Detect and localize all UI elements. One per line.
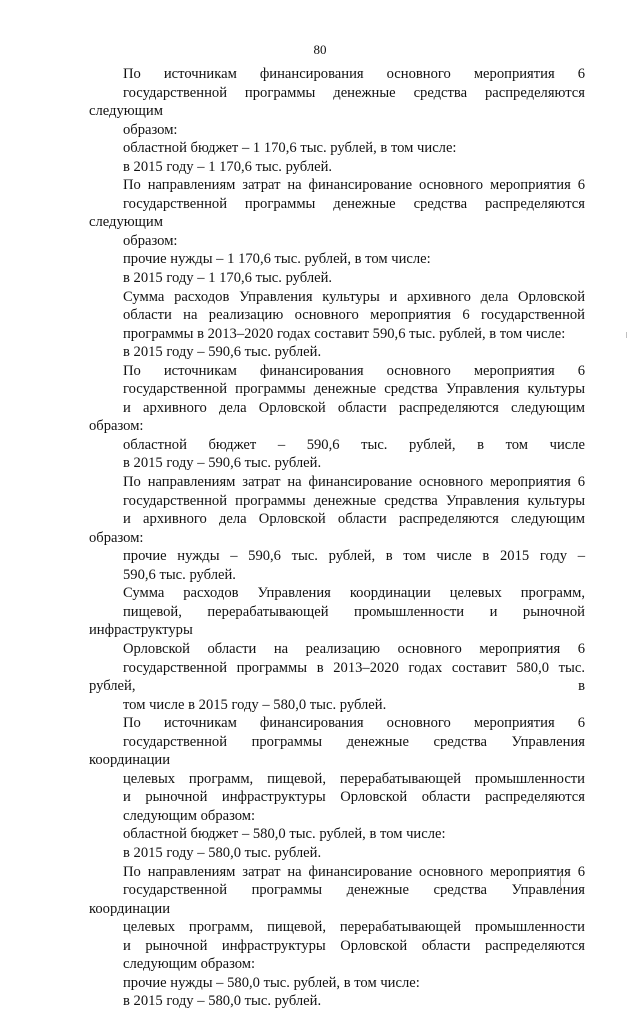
- paragraph: [89, 65, 585, 139]
- paragraph: [89, 974, 585, 993]
- text-line: в 2015 году – 580,0 тыс. рублей.: [123, 844, 322, 861]
- text-line: в 2015 году – 580,0 тыс. рублей.: [123, 993, 322, 1010]
- text-line: в 2015 году – 590,6 тыс. рублей.: [123, 344, 322, 361]
- text-line: прочие нужды – 580,0 тыс. рублей, в том числе:: [123, 974, 420, 991]
- text-line: в 2015 году – 590,6 тыс. рублей.: [123, 455, 322, 472]
- text-line: и рыночной инфраструктуры Орловской области распределяются: [123, 789, 585, 806]
- text-line: областной бюджет – 580,0 тыс. рублей, в том числе:: [123, 826, 446, 843]
- paragraph: [89, 139, 585, 158]
- text-line: целевых программ, пищевой, перерабатывающей промышленности: [123, 919, 585, 936]
- paragraph: [89, 250, 585, 269]
- paragraph: [89, 992, 585, 1011]
- text-line: прочие нужды – 1 170,6 тыс. рублей, в том числе:: [123, 251, 431, 268]
- paragraph: [89, 844, 585, 863]
- text-line: Сумма расходов Управления культуры и архивного дела Орловской: [123, 288, 585, 305]
- text-line: том числе в 2015 году – 580,0 тыс. рублей.: [123, 696, 387, 713]
- text-line: следующим образом:: [123, 807, 256, 824]
- text-line: в 2015 году – 1 170,6 тыс. рублей.: [123, 158, 333, 175]
- text-line: По направлениям затрат на финансирование основного мероприятия 6: [123, 863, 585, 880]
- text-line: целевых программ, пищевой, перерабатывающей промышленности: [123, 770, 585, 787]
- text-line: прочие нужды – 590,6 тыс. рублей, в том числе в 2015 году –: [123, 548, 585, 565]
- text-line: государственной программы денежные средства Управления культуры: [123, 381, 585, 398]
- text-line: Сумма расходов Управления координации целевых программ,: [123, 585, 585, 602]
- text-line: образом:: [123, 121, 178, 138]
- text-line: 590,6 тыс. рублей.: [123, 566, 236, 583]
- text-line: области на реализацию основного мероприятия 6 государственной: [123, 307, 585, 324]
- paragraph: [89, 288, 585, 344]
- text-line: и архивного дела Орловской области распределяются следующим образом:: [89, 399, 585, 435]
- page-number: 80: [313, 42, 327, 57]
- text-line: и архивного дела Орловской области распределяются следующим образом:: [89, 511, 585, 546]
- paragraph: [89, 436, 585, 473]
- text-line: государственной программы денежные средства Управления координации: [89, 733, 585, 769]
- text-line: в 2015 году – 1 170,6 тыс. рублей.: [123, 270, 333, 287]
- text-line: пищевой, перерабатывающей промышленности и рыночной инфраструктуры: [89, 603, 585, 639]
- paragraph: [89, 714, 585, 825]
- paragraph: [89, 343, 585, 362]
- text-line: Орловской области на реализацию основного мероприятия 6: [123, 640, 585, 657]
- paragraph: [89, 547, 585, 584]
- text-line: образом:: [123, 232, 178, 249]
- text-line: государственной программы в 2013–2020 годах составит 580,0 тыс. рублей, в: [89, 659, 585, 695]
- scan-mark: [626, 332, 627, 338]
- paragraph: [89, 158, 585, 177]
- text-line: По направлениям затрат на финансирование основного мероприятия 6: [123, 474, 585, 491]
- text-line: По источникам финансирования основного мероприятия 6: [123, 362, 585, 379]
- paragraph: [89, 176, 585, 250]
- text-line: программы в 2013–2020 годах составит 590,6 тыс. рублей, в том числе:: [123, 325, 566, 342]
- text-line: государственной программы денежные средства Управления координации: [89, 882, 585, 917]
- document-body: [89, 65, 585, 1011]
- text-line: государственной программы денежные средства распределяются следующим: [89, 195, 585, 231]
- text-line: областной бюджет – 1 170,6 тыс. рублей, в том числе:: [123, 140, 457, 157]
- text-line: государственной программы денежные средства распределяются следующим: [89, 84, 585, 120]
- paragraph: [89, 825, 585, 844]
- paragraph: [89, 584, 585, 714]
- scan-corner-mark: [560, 876, 577, 890]
- paragraph: [89, 863, 585, 974]
- text-line: По источникам финансирования основного мероприятия 6: [123, 66, 585, 82]
- text-line: По направлениям затрат на финансирование основного мероприятия 6: [123, 177, 585, 194]
- paragraph: [89, 362, 585, 436]
- text-line: следующим образом:: [123, 956, 256, 973]
- text-line: и рыночной инфраструктуры Орловской области распределяются: [123, 937, 585, 954]
- text-line: областной бюджет – 590,6 тыс. рублей, в том числе: [123, 436, 585, 453]
- paragraph: [89, 269, 585, 288]
- paragraph: [89, 473, 585, 547]
- text-line: По источникам финансирования основного мероприятия 6: [123, 715, 585, 732]
- text-line: государственной программы денежные средства Управления культуры: [123, 492, 585, 509]
